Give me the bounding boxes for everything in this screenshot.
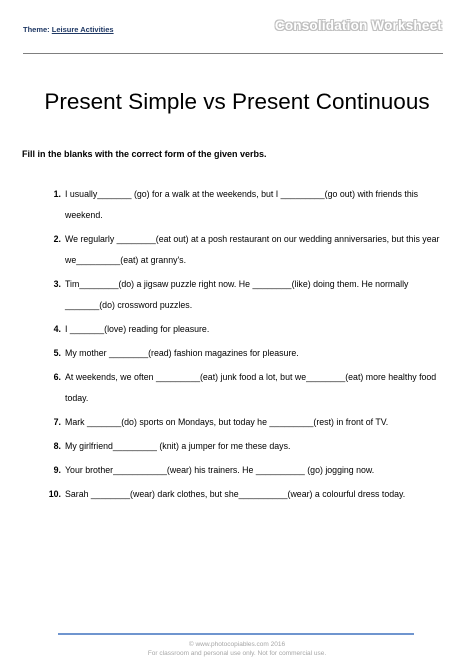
header-divider <box>23 53 443 54</box>
exercise-item <box>45 229 455 271</box>
exercise-item <box>45 460 455 481</box>
worksheet-title: Consolidation Worksheet <box>274 18 442 33</box>
exercise-item <box>45 343 455 364</box>
exercise-item <box>45 274 455 316</box>
exercise-number: 7. <box>53 417 61 427</box>
exercise-text: My mother ________(read) fashion magazines for pleasure. <box>65 348 299 358</box>
instructions: Fill in the blanks with the correct form of the given verbs. <box>22 149 267 159</box>
exercise-number: 3. <box>53 279 61 289</box>
exercise-text: I _______(love) reading for pleasure. <box>65 324 210 334</box>
footer-divider <box>58 633 414 635</box>
exercise-number: 10. <box>48 489 61 499</box>
exercise-item <box>45 484 455 505</box>
exercise-text: I usually_______ (go) for a walk at the weekends, but I _________(go out) with friends this weekend. <box>65 189 419 220</box>
exercise-number: 1. <box>53 189 61 199</box>
exercise-item <box>45 436 455 457</box>
exercise-number: 8. <box>53 441 61 451</box>
exercise-text: Your brother___________(wear) his trainers. He __________ (go) jogging now. <box>65 465 375 475</box>
exercise-item <box>45 319 455 340</box>
footer-usage-note: For classroom and personal use only. Not for commercial use. <box>147 650 327 657</box>
footer <box>0 640 474 658</box>
exercise-text: My girlfriend_________ (knit) a jumper for me these days. <box>65 441 291 451</box>
exercise-number: 6. <box>53 372 61 382</box>
exercise-text: Sarah ________(wear) dark clothes, but she__________(wear) a colourful dress today. <box>65 489 406 499</box>
page-title: Present Simple vs Present Continuous <box>44 89 430 114</box>
exercise-number: 9. <box>53 465 61 475</box>
theme-label-prefix: Theme: <box>23 25 50 34</box>
exercise-number: 4. <box>53 324 61 334</box>
footer-copyright: © www.photocopiables.com 2016 <box>188 641 286 648</box>
theme-value: Leisure Activities <box>51 25 114 34</box>
exercise-text: We regularly ________(eat out) at a posh restaurant on our wedding anniversaries, but this year we_________(eat) at granny's. <box>65 234 440 265</box>
theme-label <box>23 25 114 34</box>
exercise-number: 5. <box>53 348 61 358</box>
exercise-text: Tim________(do) a jigsaw puzzle right now. He ________(like) doing them. He normally _______(do) crossword puzzles. <box>65 279 409 310</box>
exercise-text: Mark _______(do) sports on Mondays, but today he _________(rest) in front of TV. <box>65 417 389 427</box>
exercise-item <box>45 412 455 433</box>
exercise-number: 2. <box>53 234 61 244</box>
exercise-item <box>45 184 455 226</box>
exercise-list <box>45 184 455 508</box>
exercise-item <box>45 367 455 409</box>
exercise-text: At weekends, we often _________(eat) junk food a lot, but we________(eat) more healthy food today. <box>65 372 437 403</box>
